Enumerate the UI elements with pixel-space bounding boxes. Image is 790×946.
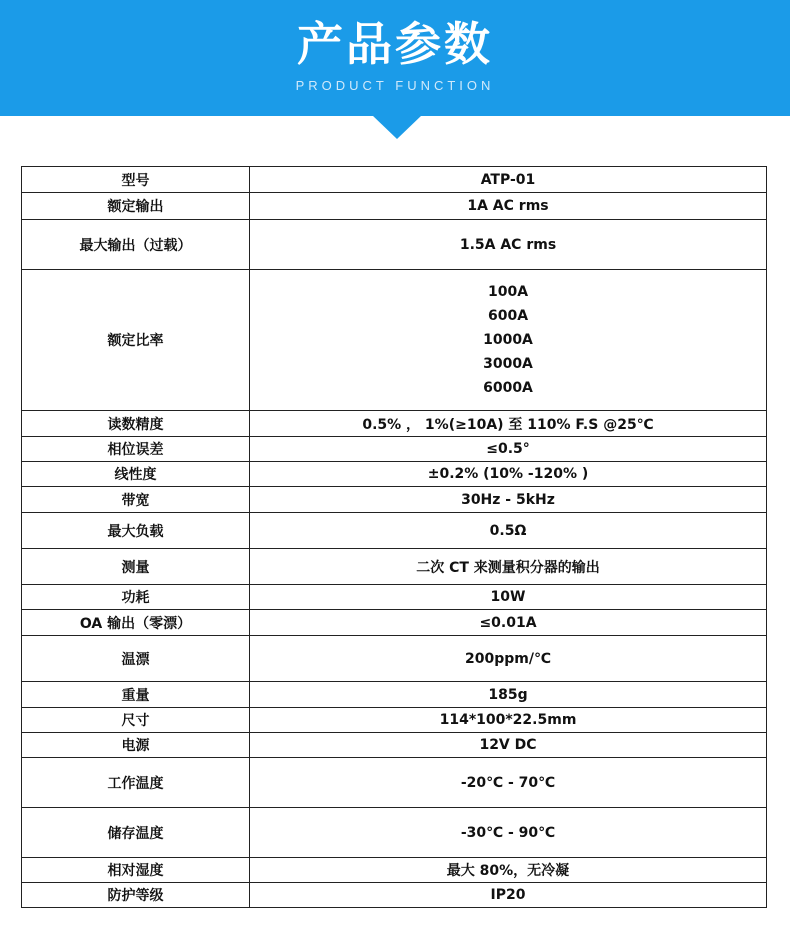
spec-row <box>22 220 767 270</box>
spec-value: 12V DC <box>250 733 767 758</box>
spec-value: IP20 <box>250 883 767 908</box>
spec-row <box>22 883 767 908</box>
spec-label: 功耗 <box>22 585 250 610</box>
banner-arrow-decoration <box>372 115 422 139</box>
spec-value: 1A AC rms <box>250 193 767 220</box>
spec-label: 储存温度 <box>22 808 250 858</box>
spec-value: 0.5% ， 1%(≥10A) 至 110% F.S @25℃ <box>250 411 767 437</box>
spec-label: 重量 <box>22 682 250 708</box>
page-subtitle: PRODUCT FUNCTION <box>295 78 495 93</box>
spec-row <box>22 437 767 462</box>
spec-label: 防护等级 <box>22 883 250 908</box>
spec-table-body <box>22 167 767 908</box>
spec-row <box>22 682 767 708</box>
header-banner <box>0 0 790 116</box>
spec-value: 114*100*22.5mm <box>250 708 767 733</box>
spec-value: 二次 CT 来测量积分器的输出 <box>250 549 767 585</box>
spec-value: ≤0.5° <box>250 437 767 462</box>
spec-label: 最大输出（过载） <box>22 220 250 270</box>
spec-value: -30℃ - 90℃ <box>250 808 767 858</box>
spec-label: 尺寸 <box>22 708 250 733</box>
spec-label: 额定比率 <box>22 270 250 411</box>
spec-value: ±0.2% (10% -120% ) <box>250 462 767 487</box>
spec-value-line: 1000A <box>483 332 533 348</box>
spec-row <box>22 733 767 758</box>
spec-label: 工作温度 <box>22 758 250 808</box>
spec-value: 185g <box>250 682 767 708</box>
spec-row <box>22 487 767 513</box>
spec-value: 30Hz - 5kHz <box>250 487 767 513</box>
spec-value-line: 6000A <box>483 380 533 396</box>
spec-row <box>22 462 767 487</box>
spec-label: 最大负载 <box>22 513 250 549</box>
spec-row <box>22 636 767 682</box>
spec-label: 相对湿度 <box>22 858 250 883</box>
spec-row <box>22 411 767 437</box>
spec-row <box>22 585 767 610</box>
spec-value <box>250 270 767 411</box>
spec-label: 相位误差 <box>22 437 250 462</box>
spec-label: 电源 <box>22 733 250 758</box>
spec-value: -20℃ - 70℃ <box>250 758 767 808</box>
spec-value-line: 3000A <box>483 356 533 372</box>
spec-value: 1.5A AC rms <box>250 220 767 270</box>
spec-value: 0.5Ω <box>250 513 767 549</box>
page-title: 产品参数 <box>297 17 493 71</box>
spec-value: ATP-01 <box>250 167 767 193</box>
spec-label: 温漂 <box>22 636 250 682</box>
spec-value-line: 600A <box>487 308 529 324</box>
spec-row <box>22 549 767 585</box>
spec-row <box>22 708 767 733</box>
spec-row <box>22 610 767 636</box>
spec-label: OA 输出（零漂） <box>22 610 250 636</box>
spec-table <box>21 166 767 908</box>
spec-label: 读数精度 <box>22 411 250 437</box>
spec-label: 额定输出 <box>22 193 250 220</box>
spec-row <box>22 513 767 549</box>
spec-row <box>22 167 767 193</box>
spec-row <box>22 858 767 883</box>
spec-value: 10W <box>250 585 767 610</box>
spec-label: 型号 <box>22 167 250 193</box>
spec-label: 线性度 <box>22 462 250 487</box>
spec-value: 200ppm/℃ <box>250 636 767 682</box>
spec-label: 测量 <box>22 549 250 585</box>
spec-label: 带宽 <box>22 487 250 513</box>
spec-value: ≤0.01A <box>250 610 767 636</box>
spec-row <box>22 193 767 220</box>
spec-row <box>22 808 767 858</box>
spec-value-line: 100A <box>487 284 529 300</box>
spec-row <box>22 270 767 411</box>
spec-value: 最大 80%，无冷凝 <box>250 858 767 883</box>
spec-row <box>22 758 767 808</box>
